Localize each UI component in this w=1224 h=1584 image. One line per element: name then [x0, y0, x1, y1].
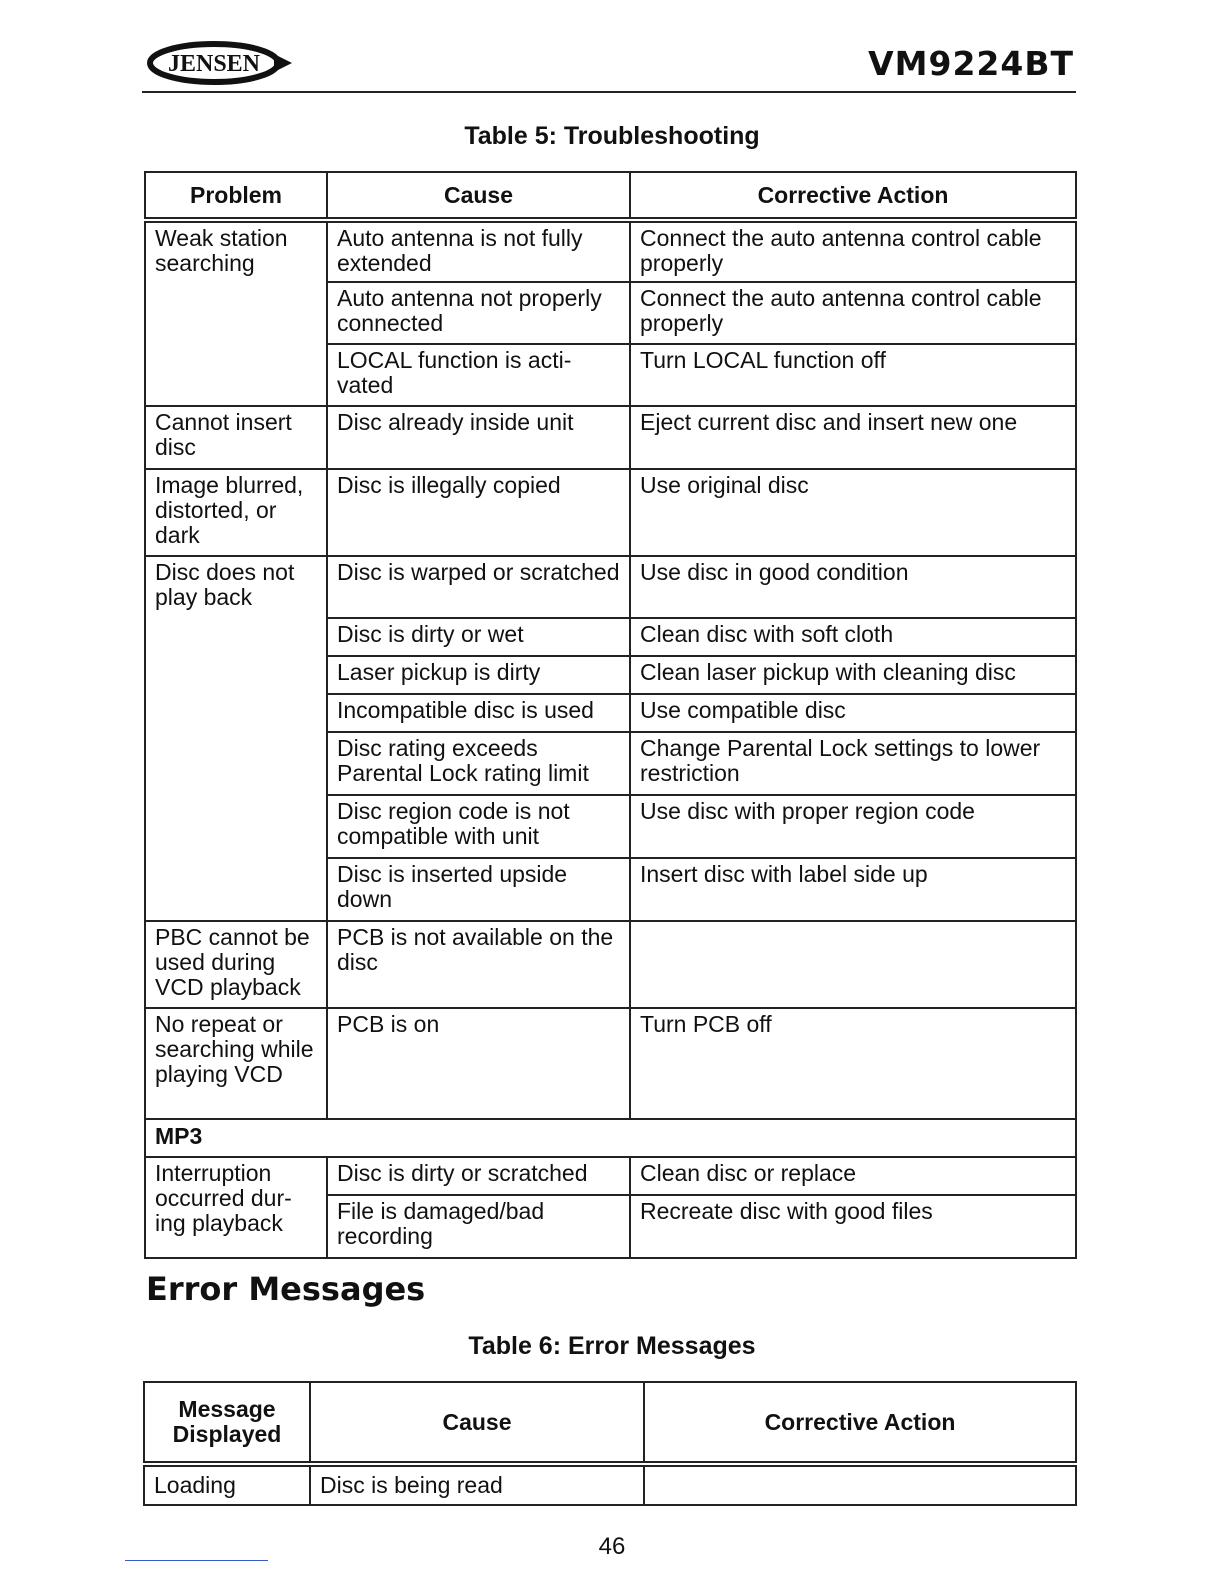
cause-cell: Disc rating exceeds Parental Lock rating limit	[327, 732, 630, 795]
cause-cell: File is damaged/bad recording	[327, 1195, 630, 1258]
cause-cell: Disc already inside unit	[327, 406, 630, 469]
table-row	[145, 406, 1076, 469]
model-number: VM9224BT	[868, 44, 1074, 83]
action-cell: Use disc with proper region code	[630, 795, 1076, 858]
table-header-row	[144, 1382, 1076, 1464]
problem-cell: Image blurred, distorted, or dark	[145, 469, 327, 556]
table-row	[145, 220, 1076, 282]
table-row	[145, 1157, 1076, 1195]
cause-cell: Incompatible disc is used	[327, 694, 630, 732]
action-cell: Eject current disc and insert new one	[630, 406, 1076, 469]
jensen-logo	[146, 40, 294, 86]
action-cell	[630, 921, 1076, 1008]
action-cell: Clean disc with soft cloth	[630, 618, 1076, 656]
problem-cell: Interruption occurred dur-ing playback	[145, 1157, 327, 1258]
action-cell: Turn LOCAL function off	[630, 344, 1076, 406]
table6-caption: Table 6: Error Messages	[468, 1332, 756, 1360]
cause-cell: Disc is warped or scratched	[327, 556, 630, 618]
column-header-action: Corrective Action	[630, 172, 1076, 220]
column-header-message: Message Displayed	[144, 1382, 310, 1464]
action-cell: Connect the auto antenna control cable properly	[630, 220, 1076, 282]
page-number: 46	[598, 1533, 626, 1560]
header-divider	[142, 91, 1076, 93]
column-header-cause: Cause	[310, 1382, 644, 1464]
logo-text: JENSEN	[167, 51, 261, 77]
action-cell: Clean disc or replace	[630, 1157, 1076, 1195]
error-messages-table	[143, 1381, 1077, 1506]
table5-caption: Table 5: Troubleshooting	[464, 122, 760, 150]
action-cell: Recreate disc with good files	[630, 1195, 1076, 1258]
column-header-cause: Cause	[327, 172, 630, 220]
action-cell: Change Parental Lock settings to lower restriction	[630, 732, 1076, 795]
action-cell: Clean laser pickup with cleaning disc	[630, 656, 1076, 694]
action-cell: Turn PCB off	[630, 1008, 1076, 1119]
problem-cell: No repeat or searching while playing VCD	[145, 1008, 327, 1119]
table-group-row	[145, 1119, 1076, 1157]
cause-cell: Disc is inserted upside down	[327, 858, 630, 921]
problem-cell: Disc does not play back	[145, 556, 327, 921]
cause-cell: Disc is dirty or scratched	[327, 1157, 630, 1195]
table-row	[145, 469, 1076, 556]
cause-cell: Disc region code is not compatible with unit	[327, 795, 630, 858]
cause-cell: Disc is illegally copied	[327, 469, 630, 556]
cause-cell: PCB is on	[327, 1008, 630, 1119]
problem-cell: Weak station searching	[145, 220, 327, 406]
cause-cell: PCB is not available on the disc	[327, 921, 630, 1008]
troubleshooting-table	[144, 171, 1077, 1259]
cause-cell: Auto antenna not properly connected	[327, 282, 630, 344]
cause-cell: Disc is being read	[310, 1464, 644, 1505]
cause-cell: Disc is dirty or wet	[327, 618, 630, 656]
cause-cell: Auto antenna is not fully extended	[327, 220, 630, 282]
action-cell: Connect the auto antenna control cable properly	[630, 282, 1076, 344]
action-cell: Use compatible disc	[630, 694, 1076, 732]
message-cell: Loading	[144, 1464, 310, 1505]
problem-cell: Cannot insert disc	[145, 406, 327, 469]
action-cell: Use original disc	[630, 469, 1076, 556]
table-row	[144, 1464, 1076, 1505]
cause-cell: Laser pickup is dirty	[327, 656, 630, 694]
footer-underline	[125, 1560, 268, 1561]
column-header-action: Corrective Action	[644, 1382, 1076, 1464]
table-row	[145, 556, 1076, 618]
action-cell: Use disc in good condition	[630, 556, 1076, 618]
table-header-row	[145, 172, 1076, 220]
table-row	[145, 1008, 1076, 1119]
column-header-problem: Problem	[145, 172, 327, 220]
mp3-group-label: MP3	[145, 1119, 1076, 1157]
action-cell: Insert disc with label side up	[630, 858, 1076, 921]
section-heading: Error Messages	[146, 1270, 426, 1308]
table-row	[145, 921, 1076, 1008]
problem-cell: PBC cannot be used during VCD playback	[145, 921, 327, 1008]
action-cell	[644, 1464, 1076, 1505]
cause-cell: LOCAL function is acti-vated	[327, 344, 630, 406]
